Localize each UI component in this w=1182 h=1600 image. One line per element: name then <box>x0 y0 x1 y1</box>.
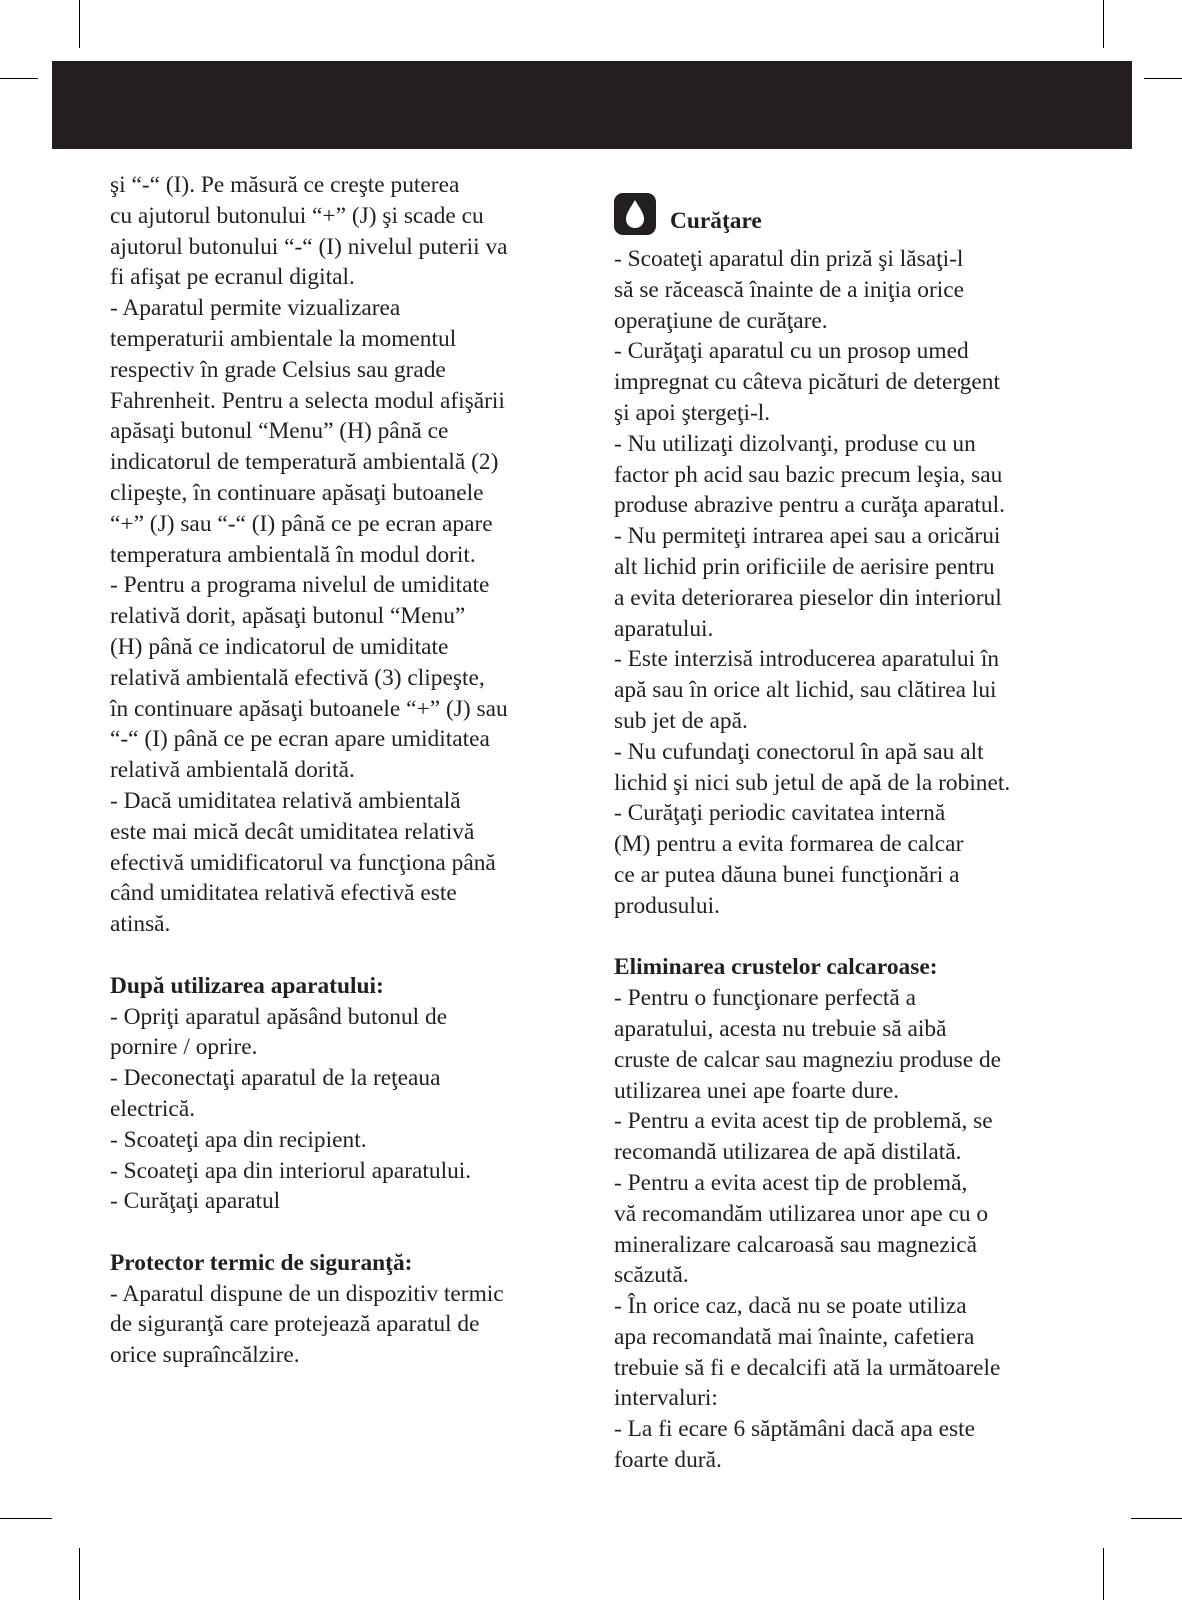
text-line: - Aparatul permite vizualizarea <box>110 295 401 322</box>
text-line: este mai mică decât umiditatea relativă <box>110 818 475 845</box>
text-line: - Dacă umiditatea relativă ambientală <box>110 787 461 814</box>
text-line: - Pentru o funcţionare perfectă a <box>614 985 916 1012</box>
text-line: apa recomandată mai înainte, cafetiera <box>614 1323 975 1350</box>
text-line: foarte dură. <box>614 1447 722 1474</box>
text-line: recomandă utilizarea de apă distilată. <box>614 1139 962 1166</box>
text-line: - Opriţi aparatul apăsând butonul de <box>110 1003 448 1030</box>
crop-mark-bottom-right-vertical <box>1103 1548 1104 1600</box>
text-line: cruste de calcar sau magneziu produse de <box>614 1046 1002 1073</box>
text-line: - Deconectaţi aparatul de la reţeaua <box>110 1065 441 1092</box>
spacer <box>614 922 1104 953</box>
text-line: “-“ (I) până ce pe ecran apare umiditatea <box>110 726 490 753</box>
text-line: - La fi ecare 6 săptămâni dacă apa este <box>614 1416 976 1443</box>
text-line: să se răcească înainte de a iniţia orice <box>614 276 965 303</box>
after-use-heading: După utilizarea aparatului: <box>110 972 384 999</box>
crop-mark-bottom-right-horizontal <box>1131 1518 1182 1519</box>
crop-mark-top-right-vertical <box>1103 0 1104 48</box>
text-line: - Scoateţi aparatul din priză şi lăsaţi-l <box>614 246 964 272</box>
text-line: produsului. <box>614 892 720 919</box>
thermal-protector-section <box>110 1248 580 1371</box>
text-line: - Aparatul dispune de un dispozitiv termic <box>110 1280 504 1307</box>
text-line: de siguranţă care protejează aparatul de <box>110 1311 480 1338</box>
text-line: utilizarea unei ape foarte dure. <box>614 1077 900 1104</box>
text-line: ajutorul butonului “-“ (I) nivelul puterii va <box>110 233 508 260</box>
text-line: apă sau în orice alt lichid, sau clătirea lui <box>614 677 997 704</box>
text-line: - Pentru a evita acest tip de problemă, se <box>614 1108 993 1135</box>
text-line: alt lichid prin orificiile de aerisire pentru <box>614 553 995 580</box>
crop-mark-top-right-horizontal <box>1144 78 1182 79</box>
text-line: mineralizare calcaroasă sau magnezică <box>614 1231 977 1258</box>
text-line: ce ar putea dăuna bunei funcţionări a <box>614 861 960 888</box>
text-line: (H) până ce indicatorul de umiditate <box>110 633 449 660</box>
text-line: lichid şi nici sub jetul de apă de la robinet. <box>614 769 1011 796</box>
text-line: temperatura ambientală în modul dorit. <box>110 541 476 568</box>
text-line: - Curăţaţi aparatul <box>110 1188 281 1215</box>
text-line: operaţiune de curăţare. <box>614 307 828 334</box>
text-line: sub jet de apă. <box>614 707 748 734</box>
crop-mark-top-left-horizontal <box>0 78 38 79</box>
cleaning-heading-row <box>614 184 1104 244</box>
text-line: produse abrazive pentru a curăţa aparatul. <box>614 492 1005 519</box>
water-drop-icon <box>614 193 656 235</box>
text-line: indicatorul de temperatură ambientală (2) <box>110 449 499 476</box>
text-line: atinsă. <box>110 911 171 938</box>
header-bar <box>52 61 1132 149</box>
text-line: fi afişat pe ecranul digital. <box>110 264 355 291</box>
text-line: relativă ambientală dorită. <box>110 757 355 784</box>
text-line: - Pentru a evita acest tip de problemă, <box>614 1169 968 1196</box>
text-line: impregnat cu câteva picături de detergent <box>614 369 1000 396</box>
text-line: vă recomandăm utilizarea unor ape cu o <box>614 1200 989 1227</box>
text-line: scăzută. <box>614 1262 689 1289</box>
text-line: intervaluri: <box>614 1385 718 1412</box>
text-line: respectiv în grade Celsius sau grade <box>110 356 446 383</box>
cleaning-section <box>614 184 1104 922</box>
text-line: pornire / oprire. <box>110 1034 258 1061</box>
text-line: - Scoateţi apa din recipient. <box>110 1126 367 1153</box>
cleaning-heading: Curăţare <box>670 207 762 234</box>
after-use-section <box>110 971 580 1217</box>
text-line: - Este interzisă introducerea aparatului în <box>614 646 1000 673</box>
spacer <box>110 1217 580 1248</box>
right-column <box>614 170 1104 1476</box>
text-line: şi “-“ (I). Pe măsură ce creşte puterea <box>110 172 460 198</box>
text-line: factor ph acid sau bazic precum leşia, sau <box>614 461 1003 488</box>
text-line: aparatului. <box>614 615 714 642</box>
descaling-section <box>614 952 1104 1476</box>
text-line: (M) pentru a evita formarea de calcar <box>614 831 964 858</box>
text-line: electrică. <box>110 1095 196 1122</box>
text-line: aparatului, acesta nu trebuie să aibă <box>614 1015 947 1042</box>
text-line: relativă dorit, apăsaţi butonul “Menu” <box>110 603 466 630</box>
descaling-heading: Eliminarea crustelor calcaroase: <box>614 954 938 981</box>
text-line: efectivă umidificatorul va funcţiona până <box>110 849 496 876</box>
left-column <box>110 170 580 1371</box>
text-line: - Nu utilizaţi dizolvanţi, produse cu un <box>614 430 976 457</box>
text-line: - În orice caz, dacă nu se poate utiliza <box>614 1293 967 1320</box>
text-line: când umiditatea relativă efectivă este <box>110 880 457 907</box>
text-line: apăsaţi butonul “Menu” (H) până ce <box>110 418 449 445</box>
text-line: “+” (J) sau “-“ (I) până ce pe ecran apare <box>110 510 493 537</box>
crop-mark-bottom-left-horizontal <box>0 1518 52 1519</box>
text-line: trebuie să fi e decalcifi ată la următoarele <box>614 1354 1001 1381</box>
thermal-protector-heading: Protector termic de siguranţă: <box>110 1249 413 1276</box>
text-line: - Nu cufundaţi conectorul în apă sau alt <box>614 738 984 765</box>
text-line: - Pentru a programa nivelul de umiditate <box>110 572 490 599</box>
text-line: în continuare apăsaţi butoanele “+” (J) sau <box>110 695 508 722</box>
text-line: - Curăţaţi periodic cavitatea internă <box>614 800 946 827</box>
intro-text <box>110 170 580 940</box>
text-line: - Nu permiteţi intrarea apei sau a oricărui <box>614 523 1001 550</box>
text-line: orice supraîncălzire. <box>110 1342 300 1369</box>
text-line: - Scoateţi apa din interiorul aparatului. <box>110 1157 472 1184</box>
text-line: Fahrenheit. Pentru a selecta modul afişării <box>110 387 505 414</box>
text-line: relativă ambientală efectivă (3) clipeşte, <box>110 664 485 691</box>
text-line: cu ajutorul butonului “+” (J) şi scade cu <box>110 202 484 229</box>
text-line: temperaturii ambientale la momentul <box>110 325 457 352</box>
spacer <box>110 940 580 971</box>
text-line: a evita deteriorarea pieselor din interiorul <box>614 584 1002 611</box>
text-line: - Curăţaţi aparatul cu un prosop umed <box>614 338 969 365</box>
crop-mark-bottom-left-vertical <box>79 1548 80 1600</box>
text-line: clipeşte, în continuare apăsaţi butoanele <box>110 479 484 506</box>
crop-mark-top-left-vertical <box>79 0 80 48</box>
text-line: şi apoi ştergeţi-l. <box>614 399 771 426</box>
